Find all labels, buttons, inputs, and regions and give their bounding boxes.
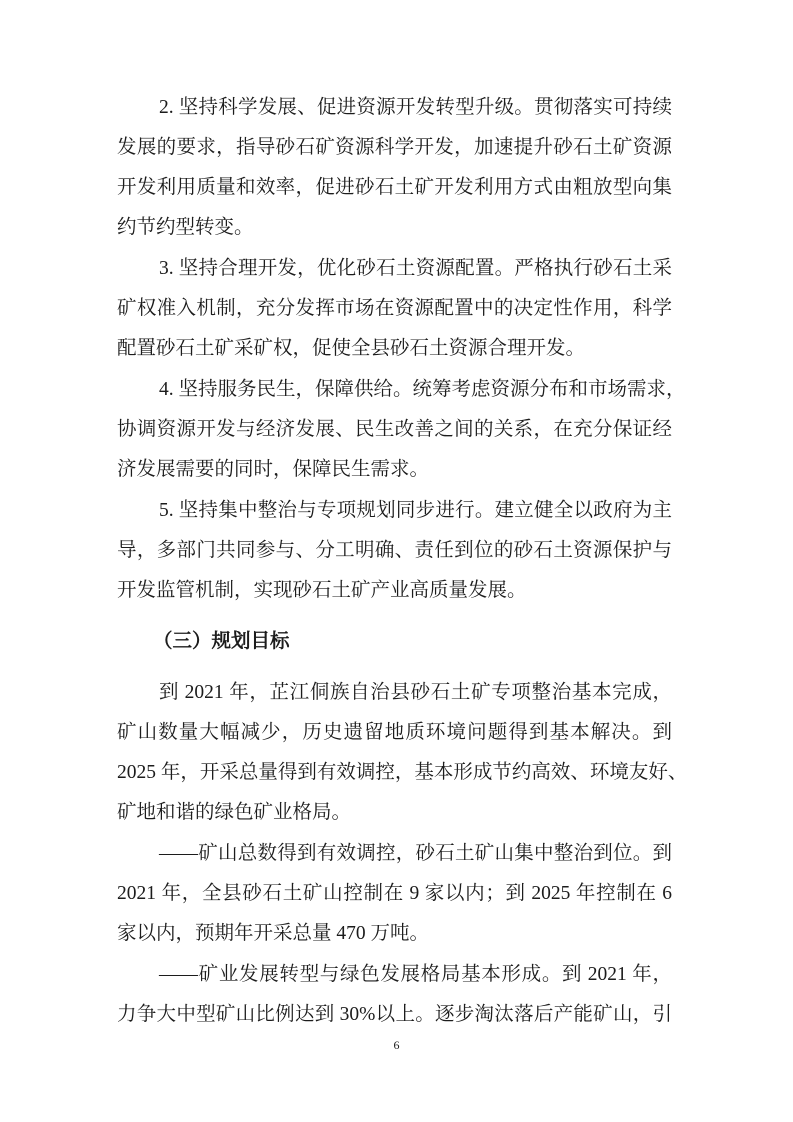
principle-paragraph (117, 491, 672, 611)
paragraph-line: 力争大中型矿山比例达到 30%以上。逐步淘汰落后产能矿山，引 (117, 1004, 672, 1025)
paragraph-line: 矿权准入机制，充分发挥市场在资源配置中的决定性作用，科学 (117, 298, 672, 319)
paragraph-line: 3. 坚持合理开发，优化砂石土资源配置。严格执行砂石土采 (159, 258, 672, 279)
page-number: 6 (393, 1038, 400, 1052)
paragraph-line: ——矿业发展转型与绿色发展格局基本形成。到 2021 年， (159, 964, 672, 985)
target-paragraph (117, 955, 672, 1035)
principle-paragraph (117, 249, 672, 369)
paragraph-line: 发展的要求，指导砂石矿资源科学开发，加速提升砂石土矿资源 (117, 137, 672, 158)
target-paragraph (117, 834, 672, 954)
body-text (117, 88, 688, 1036)
paragraph-line: 2. 坚持科学发展、促进资源开发转型升级。贯彻落实可持续 (159, 97, 672, 118)
paragraph-line: 5. 坚持集中整治与专项规划同步进行。建立健全以政府为主 (159, 500, 672, 521)
paragraph-line: 约节约型转变。 (117, 217, 254, 238)
paragraph-line: ——矿山总数得到有效调控，砂石土矿山集中整治到位。到 (159, 843, 672, 864)
paragraph-line: 2021 年，全县砂石土矿山控制在 9 家以内；到 2025 年控制在 6 (117, 883, 672, 904)
principle-paragraph (117, 370, 686, 490)
paragraph-line: 矿地和谐的绿色矿业格局。 (117, 802, 352, 823)
paragraph-line: 开发监管机制，实现砂石土矿产业高质量发展。 (117, 580, 527, 601)
paragraph-line: 家以内，预期年开采总量 470 万吨。 (117, 923, 430, 944)
paragraph-line: 配置砂石土矿采矿权，促使全县砂石土资源合理开发。 (117, 338, 586, 359)
paragraph-line: 矿山数量大幅减少，历史遗留地质环境问题得到基本解决。到 (117, 722, 672, 743)
paragraph-line: 协调资源开发与经济发展、民生改善之间的关系，在充分保证经 (117, 419, 672, 440)
paragraph-line: 导，多部门共同参与、分工明确、责任到位的砂石土资源保护与 (117, 540, 672, 561)
paragraph-line: 4. 坚持服务民生，保障供给。统筹考虑资源分布和市场需求， (159, 379, 686, 400)
target-paragraph (117, 673, 688, 833)
paragraph-line: 济发展需要的同时，保障民生需求。 (117, 459, 430, 480)
section-heading: （三）规划目标 (153, 629, 290, 652)
paragraph-line: 开发利用质量和效率，促进砂石土矿开发利用方式由粗放型向集 (117, 177, 672, 198)
paragraph-line: 到 2021 年，芷江侗族自治县砂石土矿专项整治基本完成， (159, 682, 672, 703)
principle-paragraph (117, 88, 672, 248)
paragraph-line: 2025 年，开采总量得到有效调控，基本形成节约高效、环境友好、 (117, 762, 688, 783)
